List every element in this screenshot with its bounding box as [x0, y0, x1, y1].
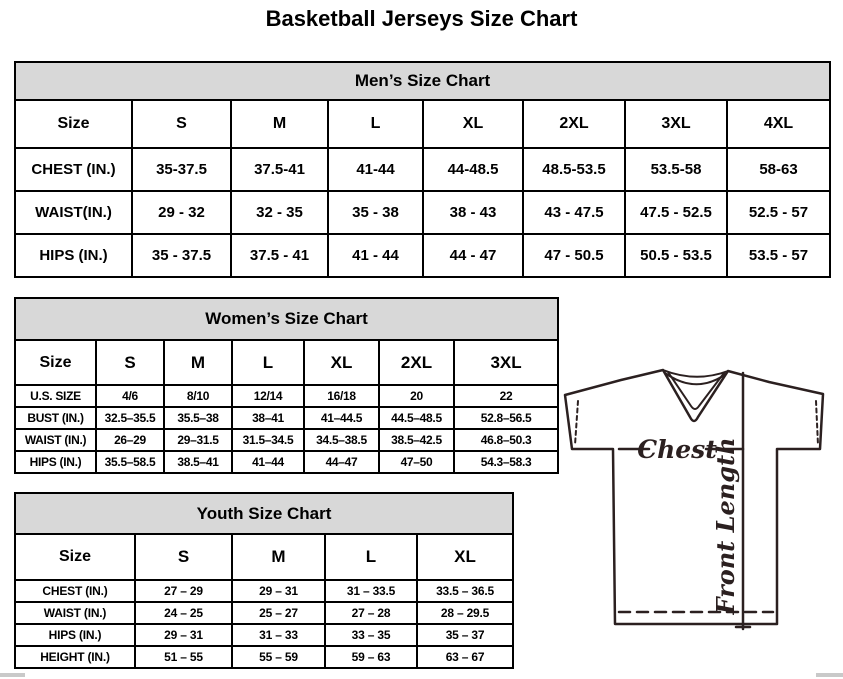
- row-label: U.S. SIZE: [15, 385, 96, 407]
- table-cell: 4/6: [96, 385, 164, 407]
- table-cell: 53.5-58: [625, 148, 727, 191]
- collar-arc-outer: [663, 370, 728, 377]
- right-sleeve-dashed-line: [816, 401, 818, 445]
- column-header: S: [132, 100, 231, 148]
- table-cell: 27 – 28: [325, 602, 417, 624]
- column-header: M: [164, 340, 232, 385]
- row-label: HIPS (IN.): [15, 624, 135, 646]
- row-label: HEIGHT (IN.): [15, 646, 135, 668]
- chest-label: Chest: [637, 435, 717, 464]
- row-label: CHEST (IN.): [15, 148, 132, 191]
- row-label: WAIST (IN.): [15, 429, 96, 451]
- table-cell: 44.5–48.5: [379, 407, 454, 429]
- table-cell: 31.5–34.5: [232, 429, 304, 451]
- table-cell: 51 – 55: [135, 646, 232, 668]
- table-cell: 47.5 - 52.5: [625, 191, 727, 234]
- womens-size-table: [14, 297, 559, 474]
- table-row: [15, 385, 558, 407]
- front-length-label: Front Length: [711, 437, 740, 615]
- table-cell: 24 – 25: [135, 602, 232, 624]
- column-header: S: [135, 534, 232, 580]
- table-cell: 35.5–58.5: [96, 451, 164, 473]
- row-label: WAIST(IN.): [15, 191, 132, 234]
- table-cell: 38.5–41: [164, 451, 232, 473]
- table-cell: 35-37.5: [132, 148, 231, 191]
- horizontal-scrollbar-thumb-right[interactable]: [816, 673, 843, 677]
- table-row: [15, 429, 558, 451]
- table-row: [15, 148, 830, 191]
- table-cell: 58-63: [727, 148, 830, 191]
- table-cell: 22: [454, 385, 558, 407]
- table-cell: 44-48.5: [423, 148, 523, 191]
- table-cell: 35 – 37: [417, 624, 513, 646]
- table-row: [15, 602, 513, 624]
- row-label: HIPS (IN.): [15, 234, 132, 277]
- table-cell: 25 – 27: [232, 602, 325, 624]
- womens-table-title: Women’s Size Chart: [15, 298, 558, 340]
- table-row: [15, 646, 513, 668]
- column-header: S: [96, 340, 164, 385]
- table-cell: 41-44: [328, 148, 423, 191]
- table-cell: 63 – 67: [417, 646, 513, 668]
- table-cell: 33 – 35: [325, 624, 417, 646]
- table-cell: 47 - 50.5: [523, 234, 625, 277]
- table-cell: 59 – 63: [325, 646, 417, 668]
- table-cell: 46.8–50.3: [454, 429, 558, 451]
- column-header: 2XL: [379, 340, 454, 385]
- youth-table-title: Youth Size Chart: [15, 493, 513, 534]
- table-row: [15, 234, 830, 277]
- table-cell: 35.5–38: [164, 407, 232, 429]
- table-row: [15, 580, 513, 602]
- table-cell: 54.3–58.3: [454, 451, 558, 473]
- column-header-row: [15, 100, 830, 148]
- mens-table-title: Men’s Size Chart: [15, 62, 830, 100]
- column-header: L: [325, 534, 417, 580]
- table-title-row: [15, 62, 830, 100]
- table-title-row: [15, 493, 513, 534]
- table-cell: 52.5 - 57: [727, 191, 830, 234]
- jersey-diagram: [555, 361, 841, 661]
- table-cell: 41–44: [232, 451, 304, 473]
- table-cell: 38 - 43: [423, 191, 523, 234]
- table-cell: 34.5–38.5: [304, 429, 379, 451]
- horizontal-scrollbar-thumb-left[interactable]: [0, 673, 25, 677]
- column-header: L: [328, 100, 423, 148]
- column-header: 3XL: [625, 100, 727, 148]
- column-header-row: [15, 340, 558, 385]
- table-cell: 47–50: [379, 451, 454, 473]
- table-cell: 8/10: [164, 385, 232, 407]
- table-title-row: [15, 298, 558, 340]
- table-row: [15, 191, 830, 234]
- youth-size-table: [14, 492, 514, 669]
- column-header-row: [15, 534, 513, 580]
- row-label: CHEST (IN.): [15, 580, 135, 602]
- table-cell: 33.5 – 36.5: [417, 580, 513, 602]
- table-cell: 44 - 47: [423, 234, 523, 277]
- table-cell: 26–29: [96, 429, 164, 451]
- table-cell: 29 – 31: [232, 580, 325, 602]
- table-row: [15, 407, 558, 429]
- row-label: BUST (IN.): [15, 407, 96, 429]
- column-header: 2XL: [523, 100, 625, 148]
- table-cell: 31 – 33.5: [325, 580, 417, 602]
- column-header: 3XL: [454, 340, 558, 385]
- column-header: 4XL: [727, 100, 830, 148]
- table-cell: 32 - 35: [231, 191, 328, 234]
- column-header: M: [232, 534, 325, 580]
- page-title: Basketball Jerseys Size Chart: [265, 6, 578, 31]
- column-header: XL: [417, 534, 513, 580]
- column-header: L: [232, 340, 304, 385]
- size-header: Size: [15, 340, 96, 385]
- table-cell: 29 – 31: [135, 624, 232, 646]
- table-cell: 38–41: [232, 407, 304, 429]
- table-cell: 29 - 32: [132, 191, 231, 234]
- table-cell: 31 – 33: [232, 624, 325, 646]
- left-sleeve-dashed-line: [575, 401, 578, 445]
- row-label: HIPS (IN.): [15, 451, 96, 473]
- table-cell: 35 - 37.5: [132, 234, 231, 277]
- column-header: XL: [423, 100, 523, 148]
- table-cell: 38.5–42.5: [379, 429, 454, 451]
- mens-size-table: [14, 61, 831, 278]
- table-row: [15, 451, 558, 473]
- table-cell: 32.5–35.5: [96, 407, 164, 429]
- table-cell: 37.5 - 41: [231, 234, 328, 277]
- table-cell: 20: [379, 385, 454, 407]
- row-label: WAIST (IN.): [15, 602, 135, 624]
- table-cell: 53.5 - 57: [727, 234, 830, 277]
- table-cell: 28 – 29.5: [417, 602, 513, 624]
- size-header: Size: [15, 100, 132, 148]
- table-cell: 50.5 - 53.5: [625, 234, 727, 277]
- table-cell: 37.5-41: [231, 148, 328, 191]
- table-cell: 12/14: [232, 385, 304, 407]
- table-cell: 52.8–56.5: [454, 407, 558, 429]
- table-cell: 41–44.5: [304, 407, 379, 429]
- table-cell: 16/18: [304, 385, 379, 407]
- table-cell: 43 - 47.5: [523, 191, 625, 234]
- table-cell: 29–31.5: [164, 429, 232, 451]
- table-cell: 41 - 44: [328, 234, 423, 277]
- size-header: Size: [15, 534, 135, 580]
- table-cell: 55 – 59: [232, 646, 325, 668]
- column-header: M: [231, 100, 328, 148]
- table-cell: 48.5-53.5: [523, 148, 625, 191]
- table-cell: 35 - 38: [328, 191, 423, 234]
- table-cell: 27 – 29: [135, 580, 232, 602]
- column-header: XL: [304, 340, 379, 385]
- table-cell: 44–47: [304, 451, 379, 473]
- table-row: [15, 624, 513, 646]
